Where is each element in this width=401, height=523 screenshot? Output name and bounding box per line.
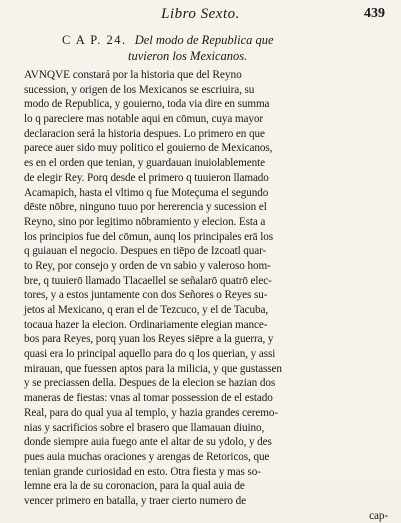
text-line: mirauan, que fuessen aptos para la milicia, y que gustassen xyxy=(24,362,282,375)
text-line: sucession, y origen de los Mexicanos se escriuira, su xyxy=(24,83,255,96)
text-line: quasi era lo principal aquello para do q los querian, y assi xyxy=(24,348,276,361)
text-line: declaracion será la historia despues. Lo primero en que xyxy=(24,127,265,140)
text-line: tenian grande curiosidad en esto. Otra fiesta y mas so- xyxy=(24,465,261,478)
text-line: AVNQVE constará por la historia que del Reyno xyxy=(24,69,242,81)
text-line: dēste nōbre, ninguno tuuo por hererencia y sucession el xyxy=(24,201,267,214)
text-line: jetos al Mexicano, q eran el de Tezcuco, y el de Tacuba, xyxy=(24,304,269,316)
chapter-title-line1: Del modo de Republica que xyxy=(134,33,274,47)
text-line: lo q pareciere mas notable aqui en cōmun, cuya mayor xyxy=(24,113,263,126)
text-line: y se preciassen della. Despues de la elecion se hazian dos xyxy=(24,377,276,390)
text-line: tocaua hazer la elecion. Ordinariamente elegian mance- xyxy=(24,318,268,331)
text-line: es en el orden que tenian, y guardauan inuiolablemente xyxy=(24,157,265,170)
text-line: q guiauan el negocio. Despues en tiēpo de Izcoatl quar- xyxy=(24,245,267,258)
chapter-label: C A P. 24. xyxy=(62,33,127,47)
text-line: parece auer sido muy politico el gouierno de Mexicanos, xyxy=(24,142,273,155)
text-line: los principios fue del cōmun, aunq los principales erā los xyxy=(24,230,273,243)
text-line: Reyno, sino por legitimo nōbramiento y elecion. Esta a xyxy=(24,215,266,228)
text-line: bos para Reyes, porq yuan los Reyes siēpre a la guerra, y xyxy=(24,333,274,346)
text-line: de elegir Rey. Porq desde el primero q tuuieron llamado xyxy=(24,171,269,184)
body-text xyxy=(24,68,390,523)
text-line: Real, para do qual yua al templo, y hazia grandes ceremo- xyxy=(24,406,278,419)
text-line: tores, y a estos juntamente con dos Señores o Reyes su- xyxy=(24,289,268,302)
catchword: cap- xyxy=(369,509,388,522)
text-line: modo de Republica, y gouierno, toda via dire en summa xyxy=(24,98,270,111)
text-line: lemne era la de su coronacion, para la qual auia de xyxy=(24,480,245,493)
text-line: nias y sacrificios sobre el brasero que llamauan diuino, xyxy=(24,421,265,434)
running-head xyxy=(0,4,401,26)
text-line: Acamapich, hasta el vltimo q fue Moteçuma el segundo xyxy=(24,186,269,199)
text-line: maneras de fiestas: vnas al tomar possession de el estado xyxy=(24,392,273,405)
chapter-title-line2: tuvieron los Mexicanos. xyxy=(128,49,248,63)
chapter-heading xyxy=(62,32,362,64)
text-line: pues auia muchas oraciones y arengas de Retoricos, que xyxy=(24,450,270,463)
text-line: vencer primero en batalla, y traer cierto numero de xyxy=(24,494,246,507)
running-title: Libro Sexto. xyxy=(161,6,240,22)
page-number: 439 xyxy=(364,6,385,21)
text-line: bre, q tuuierō llamado Tlacaellel se señalarō quatrō elec- xyxy=(24,274,272,287)
text-line: to Rey, por consejo y orden de vn sabio y valeroso hom- xyxy=(24,259,271,272)
text-line: donde siempre auia fuego ante el altar de su ydolo, y des xyxy=(24,436,272,449)
